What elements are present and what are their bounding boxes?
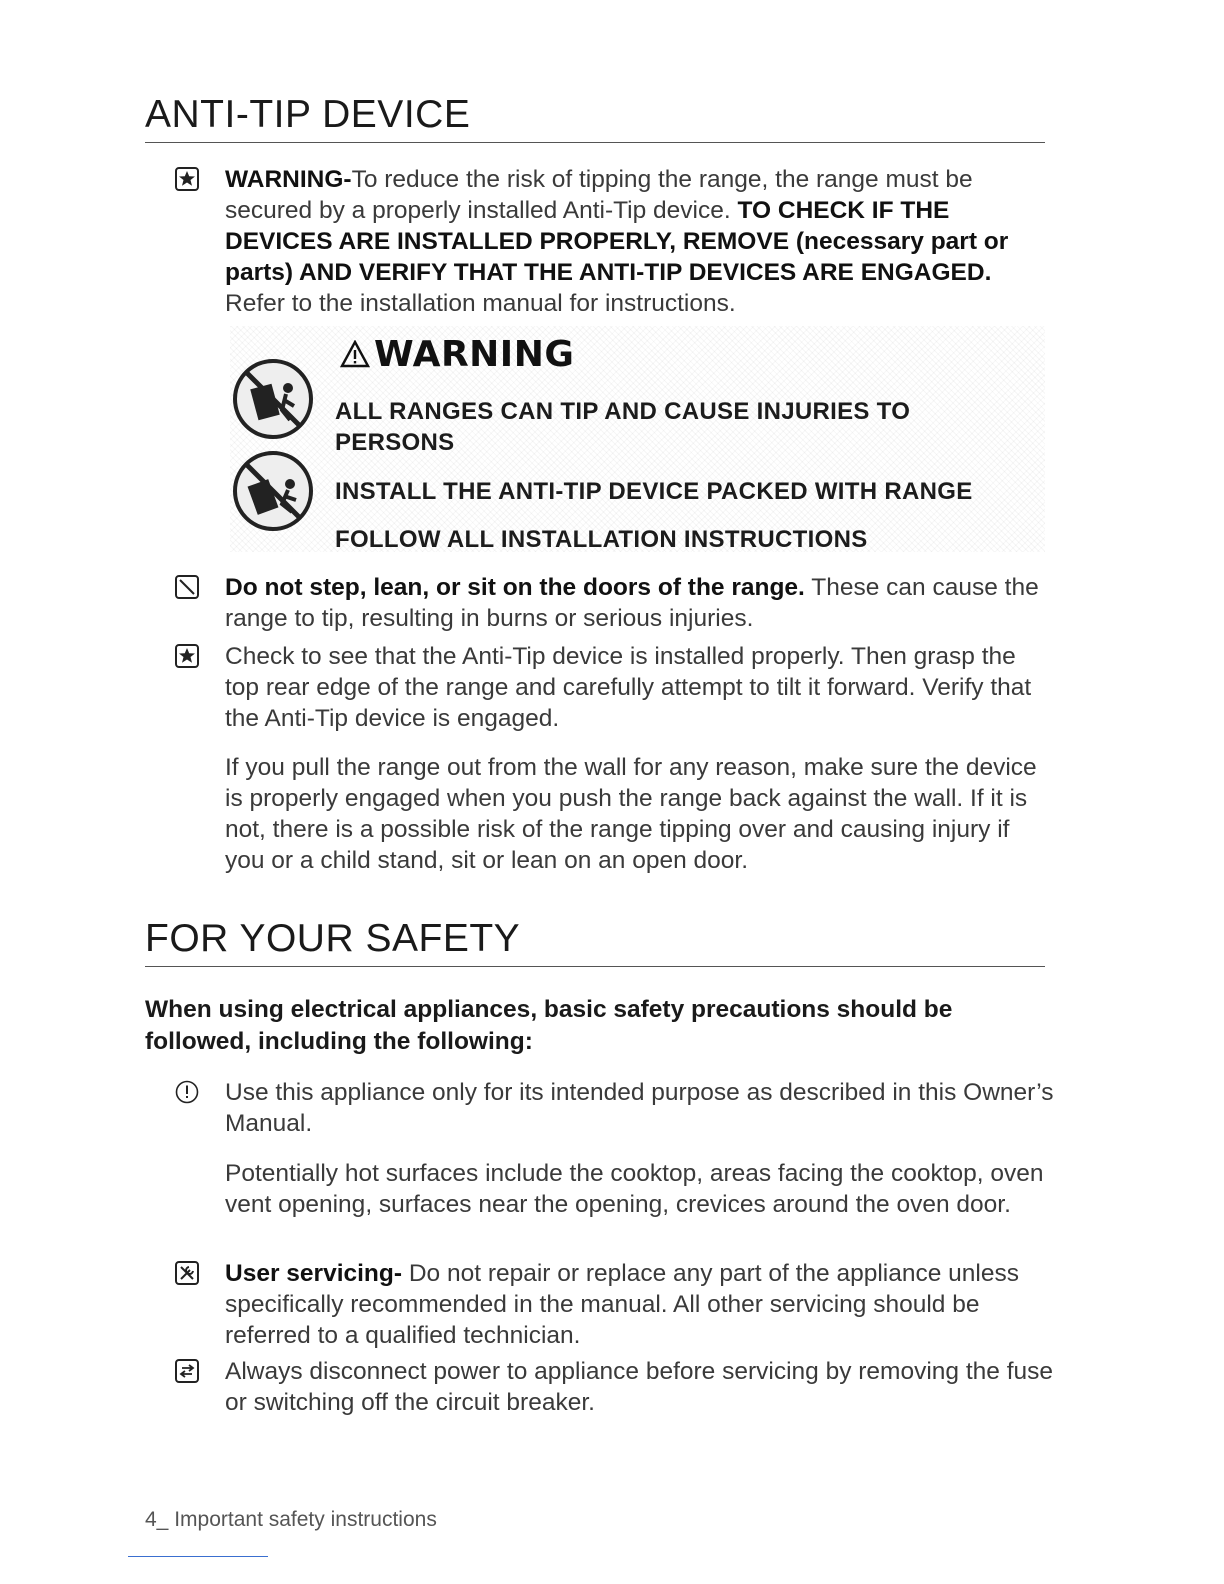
- item-text: These can cause the range to tip, resulting in burns or serious injuries.: [225, 574, 1039, 632]
- footer-divider: [128, 1556, 268, 1557]
- list-item: [175, 1077, 1055, 1141]
- warning-line-4: FOLLOW ALL INSTALLATION INSTRUCTIONS: [335, 526, 868, 553]
- caution-circle-icon: [175, 1080, 199, 1104]
- page-footer: [145, 1508, 437, 1532]
- warning-text-bold: TO CHECK IF THE DEVICES ARE INSTALLED PROPERLY, REMOVE (necessary part or parts) AND VERIFY THAT THE ANTI-TIP DEVICES ARE ENGAGED.: [225, 197, 1009, 286]
- star-box-icon: [175, 167, 199, 191]
- list-item: [175, 641, 1055, 737]
- warning-line-3: INSTALL THE ANTI-TIP DEVICE PACKED WITH RANGE: [335, 478, 973, 505]
- warning-item: [175, 164, 1055, 324]
- plug-box-icon: [175, 1359, 199, 1383]
- list-item-text: Always disconnect power to appliance before servicing by removing the fuse or switching off the circuit breaker.: [225, 1358, 1053, 1416]
- star-box-icon: [175, 644, 199, 668]
- warning-title: [340, 334, 574, 375]
- item-bold: Do not step, lean, or sit on the doors of the range.: [225, 574, 805, 601]
- warning-title-text: WARNING: [374, 334, 575, 375]
- paragraph-pull-range: If you pull the range out from the wall for any reason, make sure the device is properly engaged when you push the range back against the wall. If it is not, there is a possible risk of the range tipping over and causing injury if you or a child stand, sit or lean on an open door.: [225, 754, 1037, 874]
- warning-line-2: PERSONS: [335, 429, 455, 456]
- list-item-text: Use this appliance only for its intended purpose as described in this Owner’s Manual.: [225, 1079, 1054, 1137]
- list-item: [175, 572, 1055, 636]
- item-text: Do not repair or replace any part of the appliance unless specifically recommended in the manual. All other servicing should be referred to a qualified technician.: [225, 1260, 1019, 1349]
- warning-item-text: [225, 164, 1055, 319]
- prohibited-box-icon: [175, 575, 199, 599]
- tipping-child-pictogram-icon: [232, 450, 314, 532]
- list-item-text: [225, 572, 1055, 634]
- warning-text-2: Refer to the installation manual for instructions.: [225, 290, 736, 317]
- warning-label: [230, 326, 1045, 552]
- paragraph-hot-surfaces: Potentially hot surfaces include the cooktop, areas facing the cooktop, oven vent opening, surfaces near the opening, crevices around the oven door.: [225, 1160, 1044, 1218]
- footer-text: Important safety instructions: [174, 1508, 437, 1531]
- list-item: [175, 1356, 1055, 1420]
- list-item-text: Check to see that the Anti-Tip device is installed properly. Then grasp the top rear edge of the range and carefully attempt to tilt it forward. Verify that the Anti-Tip device is engaged.: [225, 643, 1032, 732]
- warning-triangle-icon: [340, 340, 370, 368]
- item-bold: User servicing-: [225, 1260, 403, 1287]
- tools-box-icon: [175, 1261, 199, 1285]
- list-item-text: [225, 1258, 1055, 1351]
- warning-text-1: To reduce the risk of tipping the range, the range must be secured by a properly installed Anti-Tip device.: [225, 166, 973, 224]
- tipping-range-pictogram-icon: [232, 358, 314, 440]
- list-item: [175, 1258, 1055, 1354]
- warning-line-1: ALL RANGES CAN TIP AND CAUSE INJURIES TO: [335, 398, 911, 425]
- warning-lead: WARNING-: [225, 166, 352, 193]
- safety-subheading: When using electrical appliances, basic safety precautions should be followed, including the following:: [145, 996, 953, 1055]
- page-number: 4_: [145, 1508, 169, 1531]
- section-title-safety: FOR YOUR SAFETY: [145, 916, 1045, 967]
- section-title-anti-tip: ANTI-TIP DEVICE: [145, 92, 1045, 143]
